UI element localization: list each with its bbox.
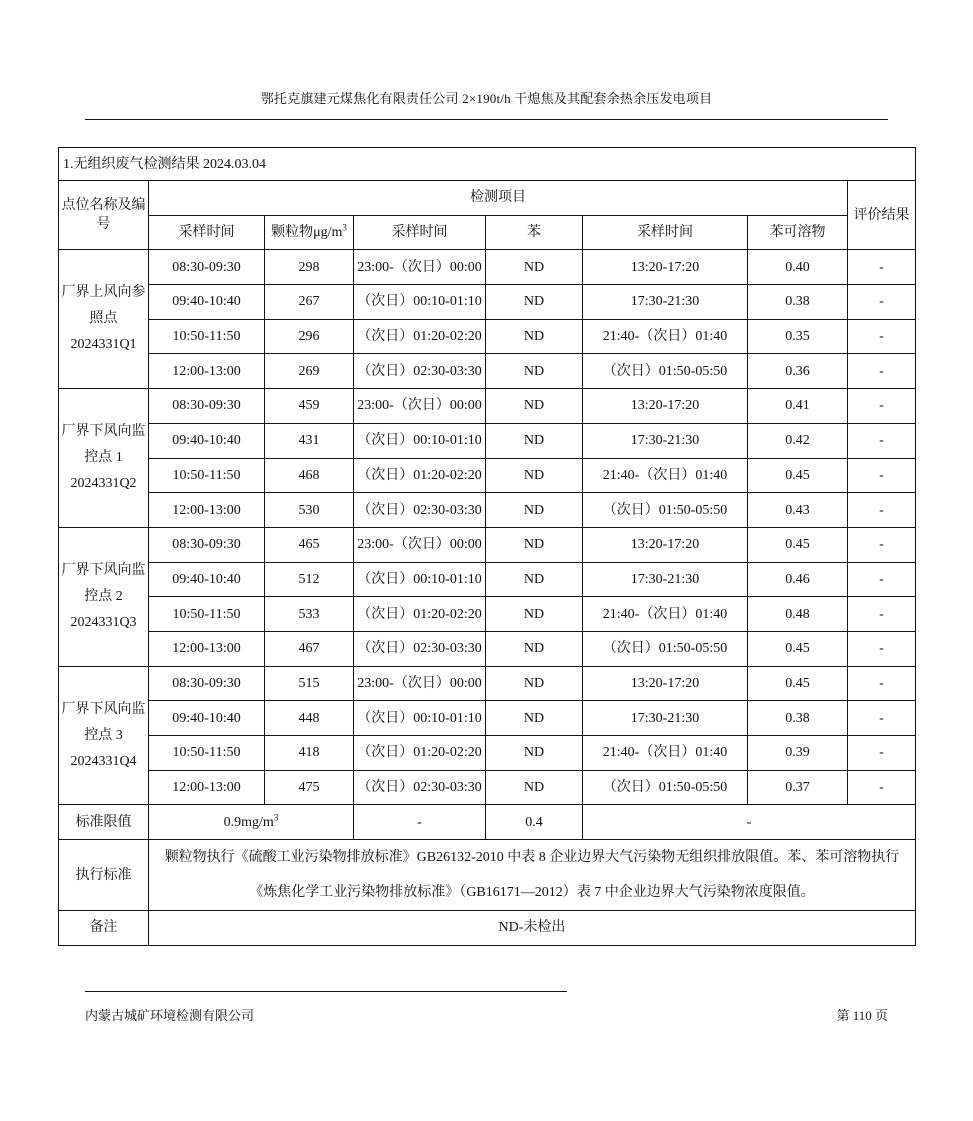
table-caption: 1.无组织废气检测结果 2024.03.04 (59, 148, 916, 181)
eval-result: - (848, 458, 916, 493)
bso-value: 0.45 (748, 631, 848, 666)
pm-value: 512 (265, 562, 354, 597)
pm-sampling-time: 08:30-09:30 (149, 666, 265, 701)
eval-result: - (848, 701, 916, 736)
pm-header: 颗粒物$\mu g/m^3$ (265, 215, 354, 250)
benzene-sampling-time: （次日）01:20-02:20 (354, 597, 486, 632)
eval-result: - (848, 285, 916, 320)
bso-value: 0.45 (748, 666, 848, 701)
benzene-value: ND (486, 631, 583, 666)
table-row (59, 562, 916, 597)
benzene-value: ND (486, 250, 583, 285)
pm-value: 448 (265, 701, 354, 736)
benzene-sampling-time: 23:00-（次日）00:00 (354, 250, 486, 285)
eval-result: - (848, 354, 916, 389)
pm-value: 459 (265, 389, 354, 424)
limit-label: 标准限值 (59, 805, 149, 840)
bso-sampling-time: 17:30-21:30 (583, 285, 748, 320)
benzene-sampling-time-header: 采样时间 (354, 215, 486, 250)
table-row (59, 631, 916, 666)
benzene-header: 苯 (486, 215, 583, 250)
eval-result: - (848, 527, 916, 562)
benzene-value: ND (486, 458, 583, 493)
remark-label: 备注 (59, 911, 149, 946)
monitoring-point-name: 厂界下风向监控点 1 2024331Q2 (59, 389, 149, 528)
benzene-value: ND (486, 597, 583, 632)
benzene-sampling-time: （次日）01:20-02:20 (354, 736, 486, 771)
benzene-sampling-time: （次日）01:20-02:20 (354, 458, 486, 493)
pm-value: 467 (265, 631, 354, 666)
bso-sampling-time: （次日）01:50-05:50 (583, 493, 748, 528)
benzene-sampling-time: （次日）02:30-03:30 (354, 770, 486, 805)
table-row (59, 736, 916, 771)
bso-value: 0.37 (748, 770, 848, 805)
benzene-value: ND (486, 666, 583, 701)
pm-value: 418 (265, 736, 354, 771)
pm-sampling-time: 09:40-10:40 (149, 562, 265, 597)
pm-value: 465 (265, 527, 354, 562)
bso-value: 0.43 (748, 493, 848, 528)
bso-sampling-time: 17:30-21:30 (583, 423, 748, 458)
bso-sampling-time: 21:40-（次日）01:40 (583, 736, 748, 771)
bso-value: 0.36 (748, 354, 848, 389)
eval-result: - (848, 389, 916, 424)
bso-value: 0.38 (748, 285, 848, 320)
pm-value: 298 (265, 250, 354, 285)
bso-value: 0.35 (748, 319, 848, 354)
bso-value: 0.42 (748, 423, 848, 458)
bso-value: 0.39 (748, 736, 848, 771)
table-row (59, 250, 916, 285)
eval-result: - (848, 736, 916, 771)
pm-sampling-time: 10:50-11:50 (149, 597, 265, 632)
table-row (59, 597, 916, 632)
benzene-sampling-time: （次日）00:10-01:10 (354, 285, 486, 320)
pm-value: 296 (265, 319, 354, 354)
pm-sampling-time: 10:50-11:50 (149, 458, 265, 493)
table-row (59, 354, 916, 389)
table-row (59, 458, 916, 493)
bso-value: 0.48 (748, 597, 848, 632)
bso-value: 0.45 (748, 458, 848, 493)
benzene-sampling-time: （次日）02:30-03:30 (354, 493, 486, 528)
pm-value: 515 (265, 666, 354, 701)
pm-sampling-time: 08:30-09:30 (149, 527, 265, 562)
pm-value: 475 (265, 770, 354, 805)
benzene-sampling-time: 23:00-（次日）00:00 (354, 666, 486, 701)
limit-blank-2: - (583, 805, 916, 840)
pm-sampling-time: 09:40-10:40 (149, 423, 265, 458)
table-row (59, 389, 916, 424)
monitoring-point-name: 厂界下风向监控点 3 2024331Q4 (59, 666, 149, 805)
table-row (59, 527, 916, 562)
pm-sampling-time: 12:00-13:00 (149, 631, 265, 666)
table-row (59, 770, 916, 805)
table-row (59, 423, 916, 458)
benzene-sampling-time: （次日）01:20-02:20 (354, 319, 486, 354)
table-row (59, 319, 916, 354)
benzene-limit: 0.4 (486, 805, 583, 840)
benzene-value: ND (486, 389, 583, 424)
footer-company: 内蒙古城矿环境检测有限公司 (85, 1008, 255, 1023)
pm-value: 431 (265, 423, 354, 458)
bso-value: 0.46 (748, 562, 848, 597)
bso-sampling-time: 13:20-17:20 (583, 250, 748, 285)
eval-result: - (848, 631, 916, 666)
standard-label: 执行标准 (59, 840, 149, 911)
pm-sampling-time: 10:50-11:50 (149, 319, 265, 354)
benzene-value: ND (486, 701, 583, 736)
bso-sampling-time: 13:20-17:20 (583, 389, 748, 424)
pm-sampling-time: 09:40-10:40 (149, 701, 265, 736)
pm-sampling-time: 09:40-10:40 (149, 285, 265, 320)
limit-blank-1: - (354, 805, 486, 840)
pm-sampling-time: 10:50-11:50 (149, 736, 265, 771)
bso-sampling-time: 13:20-17:20 (583, 666, 748, 701)
pm-value: 468 (265, 458, 354, 493)
benzene-sampling-time: （次日）00:10-01:10 (354, 562, 486, 597)
eval-result: - (848, 250, 916, 285)
test-items-header: 检测项目 (149, 181, 848, 216)
bso-sampling-time-header: 采样时间 (583, 215, 748, 250)
benzene-value: ND (486, 354, 583, 389)
bso-sampling-time: 21:40-（次日）01:40 (583, 597, 748, 632)
pm-value: 530 (265, 493, 354, 528)
monitoring-point-name: 厂界下风向监控点 2 2024331Q3 (59, 527, 149, 666)
table-row (59, 701, 916, 736)
pm-sampling-time: 12:00-13:00 (149, 770, 265, 805)
pm-value: 267 (265, 285, 354, 320)
benzene-value: ND (486, 423, 583, 458)
bso-sampling-time: 17:30-21:30 (583, 562, 748, 597)
eval-result: - (848, 562, 916, 597)
pm-sampling-time: 08:30-09:30 (149, 389, 265, 424)
pm-limit: $0.9mg/m^3$ (149, 805, 354, 840)
pm-sampling-time-header: 采样时间 (149, 215, 265, 250)
benzene-value: ND (486, 770, 583, 805)
bso-value: 0.38 (748, 701, 848, 736)
bso-sampling-time: 21:40-（次日）01:40 (583, 319, 748, 354)
bso-sampling-time: （次日）01:50-05:50 (583, 770, 748, 805)
pm-sampling-time: 08:30-09:30 (149, 250, 265, 285)
pm-value: 269 (265, 354, 354, 389)
benzene-value: ND (486, 319, 583, 354)
benzene-sampling-time: （次日）02:30-03:30 (354, 631, 486, 666)
benzene-sampling-time: （次日）02:30-03:30 (354, 354, 486, 389)
document-header: 鄂托克旗建元煤焦化有限责任公司 2×190t/h 干熄焦及其配套余热余压发电项目 (260, 91, 713, 106)
benzene-value: ND (486, 736, 583, 771)
bso-sampling-time: （次日）01:50-05:50 (583, 631, 748, 666)
bso-value: 0.40 (748, 250, 848, 285)
eval-result: - (848, 666, 916, 701)
bso-sampling-time: 13:20-17:20 (583, 527, 748, 562)
eval-result: - (848, 493, 916, 528)
footer-rule (85, 991, 567, 992)
benzene-sampling-time: （次日）00:10-01:10 (354, 423, 486, 458)
benzene-value: ND (486, 527, 583, 562)
monitoring-point-name: 厂界上风向参照点2024331Q1 (59, 250, 149, 389)
eval-result: - (848, 597, 916, 632)
benzene-value: ND (486, 285, 583, 320)
bso-header: 苯可溶物 (748, 215, 848, 250)
benzene-sampling-time: 23:00-（次日）00:00 (354, 389, 486, 424)
pm-sampling-time: 12:00-13:00 (149, 493, 265, 528)
eval-result: - (848, 770, 916, 805)
bso-value: 0.41 (748, 389, 848, 424)
point-header: 点位名称及编号 (59, 181, 149, 250)
table-row (59, 285, 916, 320)
benzene-value: ND (486, 493, 583, 528)
standard-text: 颗粒物执行《硫酸工业污染物排放标准》GB26132-2010 中表 8 企业边界大气污染物无组织排放限值。苯、苯可溶物执行《炼焦化学工业污染物排放标准》（GB16171—2012）表 7 中企业边界大气污染物浓度限值。 (149, 840, 916, 911)
benzene-sampling-time: （次日）00:10-01:10 (354, 701, 486, 736)
eval-result: - (848, 423, 916, 458)
bso-sampling-time: 17:30-21:30 (583, 701, 748, 736)
footer-page-number: 第 110 页 (836, 1008, 888, 1023)
benzene-value: ND (486, 562, 583, 597)
table-row (59, 493, 916, 528)
remark-text: ND-未检出 (149, 911, 916, 946)
emission-results-table (58, 147, 916, 946)
benzene-sampling-time: 23:00-（次日）00:00 (354, 527, 486, 562)
eval-result: - (848, 319, 916, 354)
bso-value: 0.45 (748, 527, 848, 562)
bso-sampling-time: 21:40-（次日）01:40 (583, 458, 748, 493)
bso-sampling-time: （次日）01:50-05:50 (583, 354, 748, 389)
pm-value: 533 (265, 597, 354, 632)
eval-header: 评价结果 (848, 181, 916, 250)
pm-sampling-time: 12:00-13:00 (149, 354, 265, 389)
header-rule (85, 119, 888, 120)
table-row (59, 666, 916, 701)
